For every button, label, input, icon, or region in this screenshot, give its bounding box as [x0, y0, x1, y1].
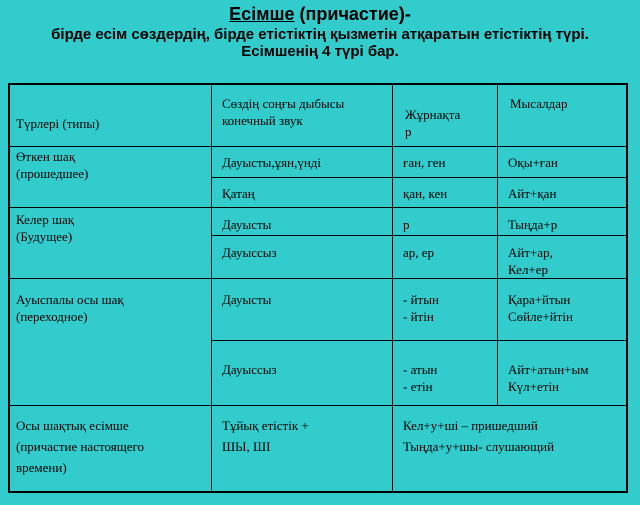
col-divider-3: [497, 85, 498, 405]
header-examples: Мысалдар: [510, 96, 568, 111]
trans-cons-sound: Дауыссыз: [222, 362, 277, 377]
past-hard-suffix: қан, кен: [403, 186, 448, 201]
future-vowel-suffix: р: [403, 217, 410, 232]
future-vowel-sound: Дауысты: [222, 217, 272, 232]
trans-vowel-sound: Дауысты: [222, 292, 272, 307]
title-main-word: Есімше: [229, 4, 295, 24]
group-past: Өткен шақ (прошедшее): [16, 149, 89, 181]
slide-title: [0, 4, 640, 24]
trans-vowel-example: Қара+йтын Сөйле+йтін: [508, 292, 573, 324]
header-last-sound: Сөздің соңғы дыбысы конечный звук: [222, 96, 345, 128]
group-present: Осы шақтық есімше (причастие настоящего времени): [16, 418, 145, 475]
participle-table: [8, 83, 628, 493]
past-vowel-suffix: ған, ген: [403, 155, 446, 170]
past-vowel-sound: Дауысты,ұян,үнді: [222, 155, 322, 170]
trans-cons-example: Айт+атын+ым Күл+етін: [508, 362, 589, 394]
future-vowel-example: Тыңда+р: [508, 217, 558, 232]
future-cons-sound: Дауыссыз: [222, 245, 277, 260]
past-hard-sound: Қатаң: [222, 186, 255, 201]
header-suffix: Жұрнақта р: [405, 107, 461, 139]
future-cons-suffix: ар, ер: [403, 245, 435, 260]
slide-count-line: Есімшенің 4 түрі бар.: [241, 43, 399, 60]
present-example: Кел+у+ші – пришедший Тыңда+у+шы- слушающий: [403, 418, 555, 454]
group-future: Келер шақ (Будущее): [16, 212, 75, 244]
group-transitional: Ауыспалы осы шақ (переходное): [16, 292, 124, 324]
future-trans-divider: [10, 278, 626, 279]
past-hard-example: Айт+қан: [508, 186, 557, 201]
past-vowel-example: Оқы+ған: [508, 155, 558, 170]
trans-cons-suffix: - атын - етін: [403, 362, 438, 394]
trans-present-divider: [10, 405, 626, 406]
trans-vowel-suffix: - йтын - йтін: [403, 292, 439, 324]
future-row-divider: [211, 235, 626, 236]
future-cons-example: Айт+ар, Кел+ер: [508, 245, 553, 277]
present-sound: Тұйық етістік + ШЫ, ШІ: [222, 418, 309, 454]
past-row-divider: [211, 177, 626, 178]
past-future-divider: [10, 207, 626, 208]
slide-subtitle: бірде есім сөздердің, бірде етістіктің қызметін атқаратын етістіктің түрі.: [51, 26, 589, 43]
title-rest: (причастие)-: [294, 4, 411, 24]
header-types: Түрлері (типы): [16, 116, 100, 131]
trans-row-divider: [211, 340, 626, 341]
slide-header: [0, 4, 640, 60]
header-divider: [10, 146, 626, 147]
